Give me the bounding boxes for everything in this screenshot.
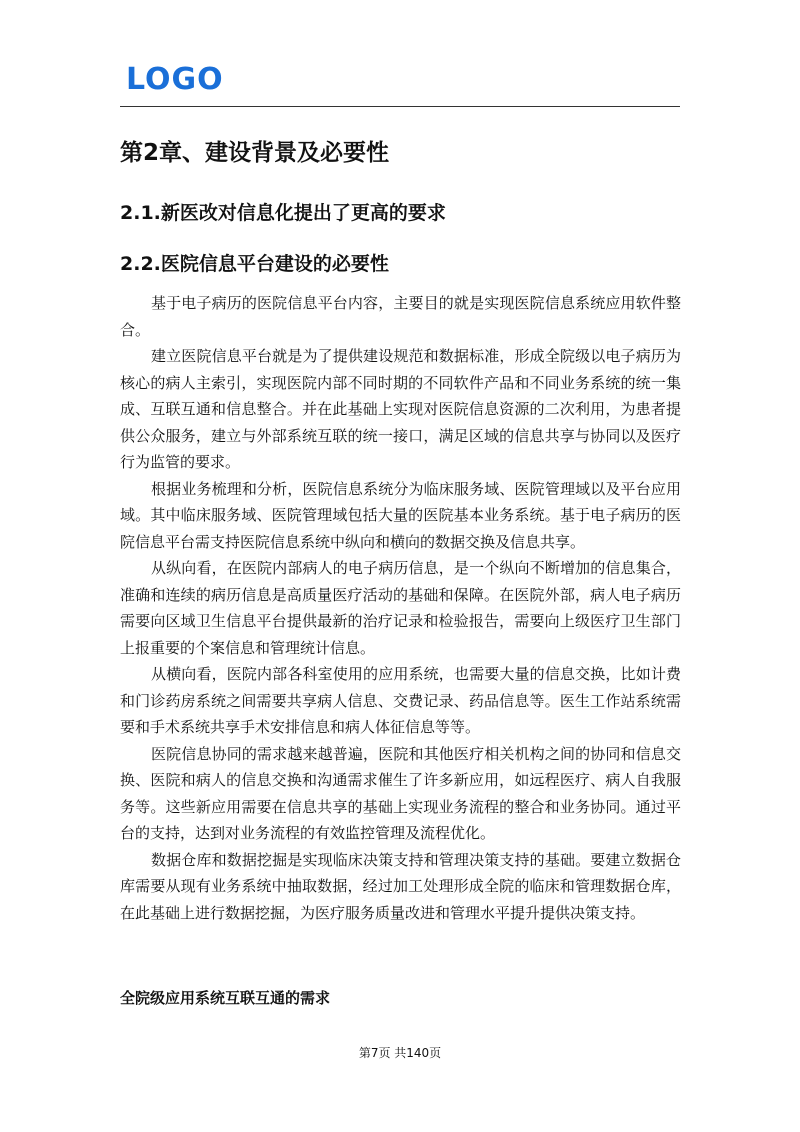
- paragraph: 根据业务梳理和分析，医院信息系统分为临床服务域、医院管理域以及平台应用域。其中临床服务域、医院管理域包括大量的医院基本业务系统。基于电子病历的医院信息平台需支持医院信息系统中纵向和横向的数据交换及信息共享。: [120, 479, 681, 551]
- section-title-2-1: 2.1.新医改对信息化提出了更高的要求: [120, 202, 446, 224]
- subheading: 全院级应用系统互联互通的需求: [120, 989, 331, 1007]
- paragraph: 从纵向看，在医院内部病人的电子病历信息，是一个纵向不断增加的信息集合，准确和连续的病历信息是高质量医疗活动的基础和保障。在医院外部，病人电子病历需要向区域卫生信息平台提供最新的治疗记录和检验报告，需要向上级医疗卫生部门上报重要的个案信息和管理统计信息。: [120, 559, 681, 657]
- paragraph: 基于电子病历的医院信息平台内容，主要目的就是实现医院信息系统应用软件整合。: [120, 294, 681, 339]
- page-number: 第7页 共140页: [358, 1046, 442, 1060]
- body-text: [120, 290, 681, 926]
- paragraph: 医院信息协同的需求越来越普遍，医院和其他医疗相关机构之间的协同和信息交换、医院和病人的信息交换和沟通需求催生了许多新应用，如远程医疗、病人自我服务等。这些新应用需要在信息共享的基础上实现业务流程的整合和业务协同。通过平台的支持，达到对业务流程的有效监控管理及流程优化。: [120, 744, 681, 842]
- logo: LOGO: [126, 62, 224, 97]
- section-title-2-2: 2.2.医院信息平台建设的必要性: [120, 253, 389, 275]
- chapter-title: 第2章、建设背景及必要性: [120, 140, 390, 166]
- paragraph: 数据仓库和数据挖掘是实现临床决策支持和管理决策支持的基础。要建立数据仓库需要从现有业务系统中抽取数据，经过加工处理形成全院的临床和管理数据仓库，在此基础上进行数据挖掘，为医疗服务质量改进和管理水平提升提供决策支持。: [120, 850, 681, 922]
- paragraph: 从横向看，医院内部各科室使用的应用系统，也需要大量的信息交换，比如计费和门诊药房系统之间需要共享病人信息、交费记录、药品信息等。医生工作站系统需要和手术系统共享手术安排信息和病人体征信息等等。: [120, 665, 681, 736]
- header-divider: [120, 106, 680, 107]
- paragraph: 建立医院信息平台就是为了提供建设规范和数据标准，形成全院级以电子病历为核心的病人主索引，实现医院内部不同时期的不同软件产品和不同业务系统的统一集成、互联互通和信息整合。并在此基础上实现对医院信息资源的二次利用，为患者提供公众服务，建立与外部系统互联的统一接口，满足区域的信息共享与协同以及医疗行为监管的要求。: [120, 347, 681, 471]
